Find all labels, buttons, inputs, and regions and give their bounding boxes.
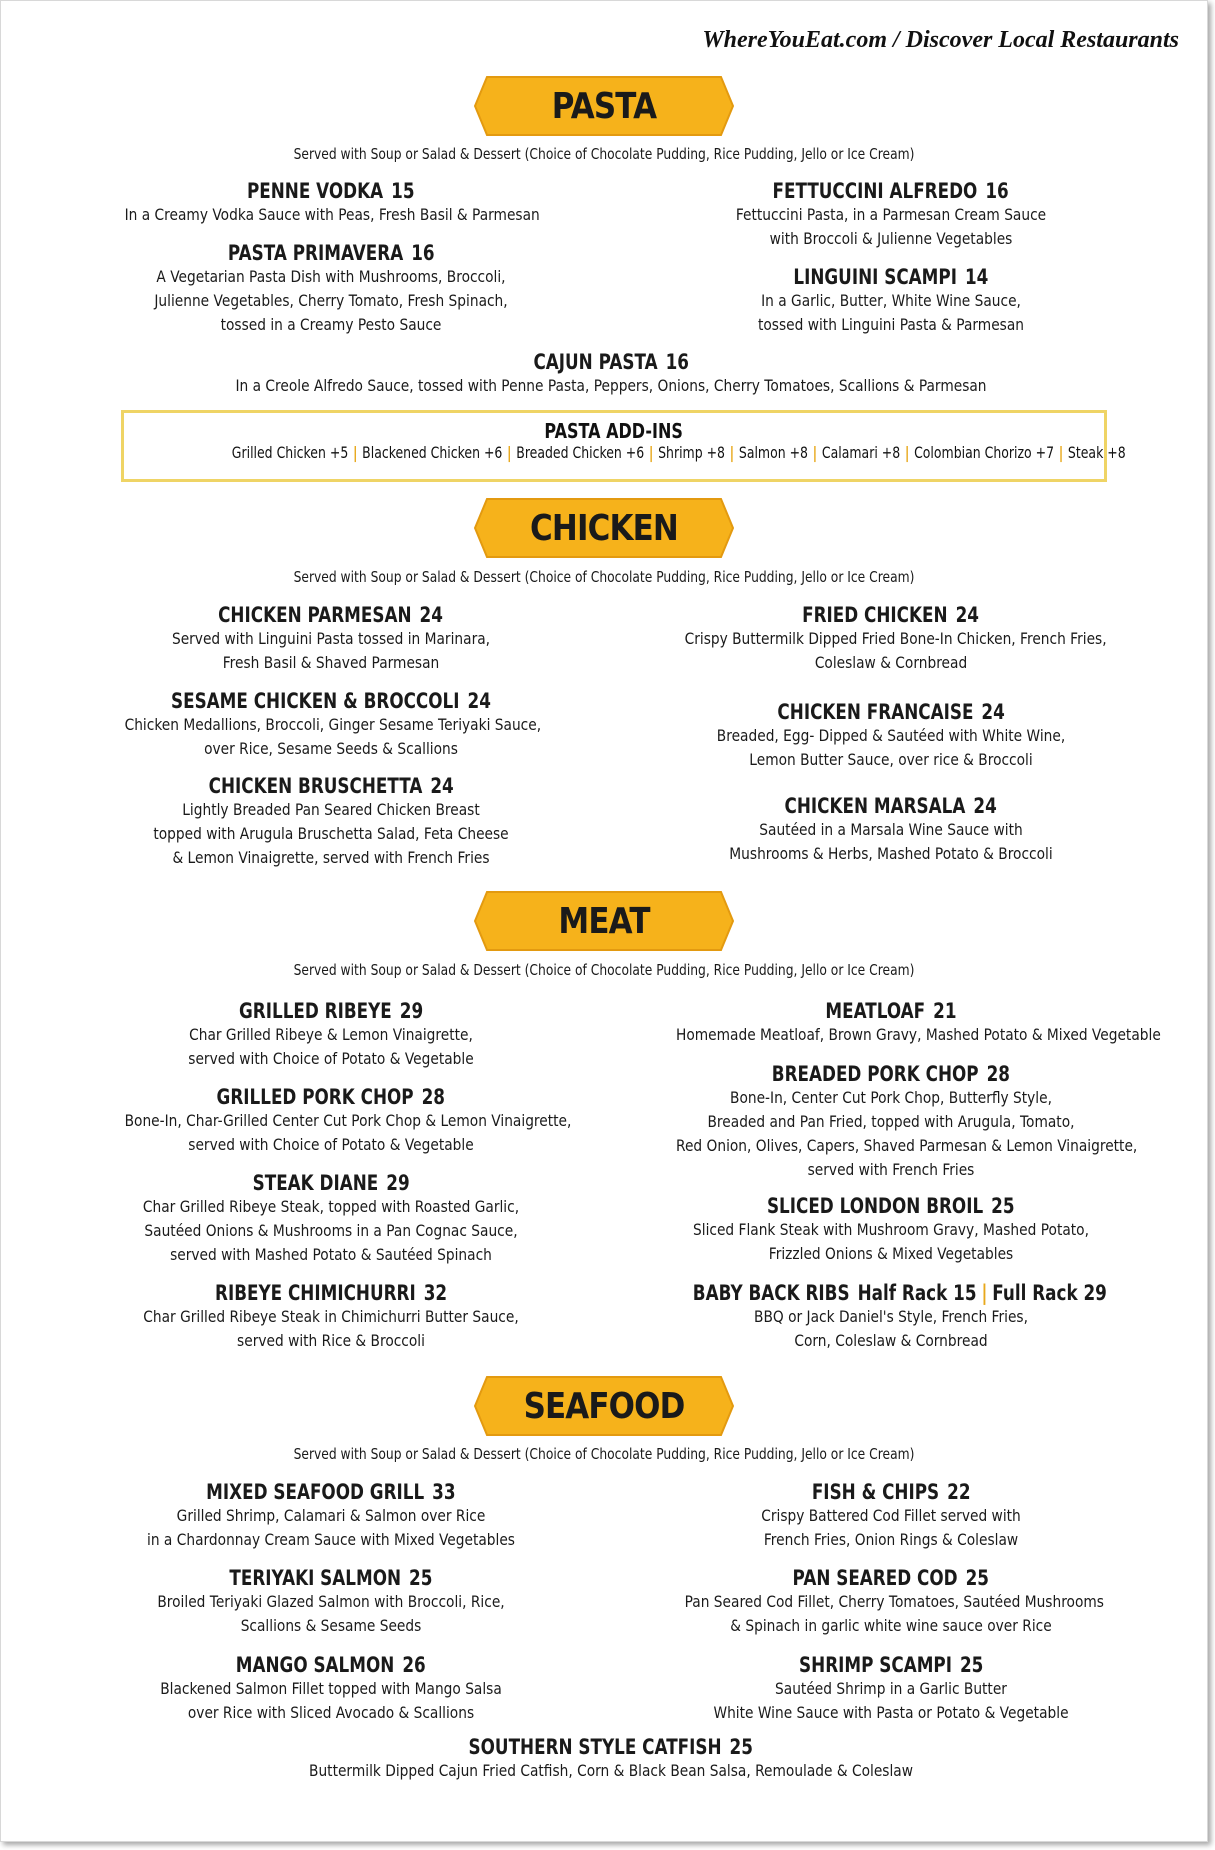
menu-item-shrimp-scampi [651,1653,1131,1725]
item-desc-line: Scallions & Sesame Seeds [240,1616,422,1635]
item-name: CHICKEN PARMESAN [218,603,413,627]
item-name: PENNE VODKA [247,179,384,203]
item-desc-line: Sliced Flank Steak with Mushroom Gravy, Mashed Potato, [693,1220,1089,1239]
item-desc-line: served with French Fries [807,1160,975,1179]
item-price: 24 [973,794,998,818]
item-desc-line: Grilled Shrimp, Calamari & Salmon over Rice [176,1506,486,1525]
item-desc-line: BBQ or Jack Daniel's Style, French Fries, [754,1307,1028,1326]
item-desc-line: over Rice, Sesame Seeds & Scallions [204,739,458,758]
item-desc-line: French Fries, Onion Rings & Coleslaw [763,1530,1019,1549]
menu-item-teriyaki-salmon [91,1566,571,1638]
addin-item: Steak +8 [1067,443,1126,462]
menu-item-chicken-bruschetta [91,774,571,870]
item-desc-line: Homemade Meatloaf, Brown Gravy, Mashed Potato & Mixed Vegetable [676,1025,1161,1044]
menu-item-meatloaf [641,999,1161,1047]
item-desc-line: Broiled Teriyaki Glazed Salmon with Broccoli, Rice, [157,1592,505,1611]
item-desc-line: in a Chardonnay Cream Sauce with Mixed Vegetables [147,1530,515,1549]
item-price: 24 [981,700,1005,724]
item-name: FETTUCCINI ALFREDO [772,179,978,203]
item-desc-line: Fresh Basil & Shaved Parmesan [222,653,440,672]
menu-item-pasta-primavera [91,241,571,337]
item-price: 25 [965,1566,990,1590]
item-desc-line: Breaded and Pan Fried, topped with Arugula, Tomato, [707,1112,1075,1131]
pasta-banner [473,75,735,137]
item-desc-line: Char Grilled Ribeye & Lemon Vinaigrette, [189,1025,473,1044]
seafood-banner [473,1375,735,1437]
item-name: CHICKEN BRUSCHETTA [208,774,423,798]
item-name: SESAME CHICKEN & BROCCOLI [171,689,460,713]
item-price-half-rack: Half Rack 15 [857,1281,977,1305]
addin-separator: | [648,443,654,462]
item-price: 33 [432,1480,456,1504]
item-desc-line: Bone-In, Center Cut Pork Chop, Butterfly Style, [730,1088,1052,1107]
item-price: 22 [946,1480,971,1504]
section-title-chicken: CHICKEN [530,507,678,549]
addin-separator: | [1058,443,1064,462]
menu-item-cajun-pasta [101,350,1121,398]
item-price: 25 [729,1735,754,1759]
menu-item-southern-style-catfish [151,1735,1071,1783]
item-name: STEAK DIANE [252,1171,379,1195]
addin-item: Calamari +8 [821,443,901,462]
served-note-pasta: Served with Soup or Salad & Dessert (Choice of Chocolate Pudding, Rice Pudding, Jello or Ice Cream) [293,145,915,163]
item-desc-line: over Rice with Sliced Avocado & Scallions [187,1703,475,1722]
item-price: 15 [391,179,415,203]
addin-item: Blackened Chicken +6 [362,443,503,462]
item-desc-line: & Spinach in garlic white wine sauce over Rice [730,1616,1052,1635]
item-desc-line: tossed in a Creamy Pesto Sauce [220,315,442,334]
menu-item-mixed-seafood-grill [91,1480,571,1552]
item-price: 29 [399,999,424,1023]
item-desc-line: with Broccoli & Julienne Vegetables [769,229,1013,248]
item-desc-line: Sautéed in a Marsala Wine Sauce with [759,820,1023,839]
meat-banner [473,890,735,952]
site-watermark: WhereYouEat.com / Discover Local Restaurants [702,27,1179,53]
chicken-banner [473,497,735,559]
item-price: 16 [665,350,689,374]
item-price: 25 [959,1653,984,1677]
pasta-addins-box [121,410,1126,482]
item-price: 16 [410,241,435,265]
item-price: 28 [421,1085,446,1109]
item-price: 26 [402,1653,426,1677]
item-desc-line: Red Onion, Olives, Capers, Shaved Parmesan & Lemon Vinaigrette, [676,1136,1138,1155]
section-title-seafood: SEAFOOD [523,1385,685,1427]
item-name: MANGO SALMON [236,1653,395,1677]
item-desc-line: Frizzled Onions & Mixed Vegetables [768,1244,1014,1263]
item-desc-line: Mushrooms & Herbs, Mashed Potato & Broccoli [729,844,1053,863]
addins-title: PASTA ADD-INS [544,419,684,443]
item-price: 24 [467,689,491,713]
item-name: BREADED PORK CHOP [771,1062,979,1086]
item-price: 25 [991,1194,1015,1218]
price-separator: | [981,1281,988,1305]
item-desc-line: In a Garlic, Butter, White Wine Sauce, [761,291,1021,310]
item-price: 21 [933,999,957,1023]
menu-item-chicken-parmesan [91,603,571,675]
item-desc-line: Breaded, Egg- Dipped & Sautéed with White Wine, [716,726,1066,745]
item-name: CHICKEN MARSALA [784,794,966,818]
addin-separator: | [507,443,512,462]
item-price: 25 [409,1566,433,1590]
item-name: SLICED LONDON BROIL [767,1194,984,1218]
menu-item-fettuccini-alfredo [651,179,1131,251]
item-desc-line: Blackened Salmon Fillet topped with Mango Salsa [160,1679,502,1698]
menu-item-sesame-chicken [91,689,571,761]
item-price: 24 [430,774,454,798]
item-desc-line: In a Creole Alfredo Sauce, tossed with Penne Pasta, Peppers, Onions, Cherry Tomatoes, Scallions & Parmesan [235,376,987,395]
item-name: PAN SEARED COD [792,1566,958,1590]
item-name: SHRIMP SCAMPI [798,1653,952,1677]
addin-separator: | [812,443,818,462]
item-price: 32 [423,1281,448,1305]
item-desc-line: Lemon Butter Sauce, over rice & Broccoli [749,750,1033,769]
menu-item-grilled-pork-chop [91,1085,571,1157]
item-desc-line: Crispy Battered Cod Fillet served with [761,1506,1021,1525]
item-name: FRIED CHICKEN [802,603,949,627]
item-name: TERIYAKI SALMON [229,1566,402,1590]
item-desc-line: Fettuccini Pasta, in a Parmesan Cream Sauce [735,205,1047,224]
item-desc-line: Corn, Coleslaw & Cornbread [794,1331,988,1350]
item-name: CHICKEN FRANCAISE [777,700,974,724]
item-desc-line: served with Choice of Potato & Vegetable [188,1049,474,1068]
item-name: CAJUN PASTA [533,350,658,374]
item-price: 28 [986,1062,1011,1086]
item-desc-line: Sautéed Shrimp in a Garlic Butter [775,1679,1007,1698]
item-desc-line: White Wine Sauce with Pasta or Potato & Vegetable [713,1703,1069,1722]
menu-item-grilled-ribeye [91,999,571,1071]
menu-item-linguini-scampi [651,265,1131,337]
item-desc-line: topped with Arugula Bruschetta Salad, Feta Cheese [153,824,509,843]
item-name: MEATLOAF [825,999,926,1023]
menu-item-fish-and-chips [651,1480,1131,1552]
addin-separator: | [729,443,735,462]
addin-item: Salmon +8 [738,443,809,462]
item-price: 24 [420,603,444,627]
addin-item: Shrimp +8 [658,443,725,462]
item-desc-line: Sautéed Onions & Mushrooms in a Pan Cognac Sauce, [144,1221,518,1240]
served-note-meat: Served with Soup or Salad & Dessert (Choice of Chocolate Pudding, Rice Pudding, Jello or Ice Cream) [293,961,915,979]
item-desc-line: A Vegetarian Pasta Dish with Mushrooms, Broccoli, [156,267,506,286]
item-name: RIBEYE CHIMICHURRI [214,1281,416,1305]
item-price-full-rack: Full Rack 29 [992,1281,1107,1305]
item-desc-line: served with Mashed Potato & Sautéed Spinach [170,1245,492,1264]
menu-item-chicken-marsala [651,794,1131,866]
item-desc-line: served with Choice of Potato & Vegetable [188,1135,474,1154]
item-desc-line: Char Grilled Ribeye Steak in Chimichurri Butter Sauce, [143,1307,519,1326]
menu-item-penne-vodka [91,179,571,227]
menu-item-fried-chicken [651,603,1131,675]
menu-item-steak-diane [91,1171,571,1267]
item-desc-line: Lightly Breaded Pan Seared Chicken Breast [182,800,480,819]
addin-item: Grilled Chicken +5 [231,443,349,462]
item-desc-line: Char Grilled Ribeye Steak, topped with Roasted Garlic, [142,1197,520,1216]
menu-item-mango-salmon [91,1653,571,1725]
item-price: 16 [985,179,1010,203]
addin-separator: | [904,443,910,462]
item-desc-line: Served with Linguini Pasta tossed in Marinara, [171,629,491,648]
item-name: GRILLED PORK CHOP [216,1085,414,1109]
addin-separator: | [352,443,358,462]
menu-item-sliced-london-broil [641,1194,1141,1266]
menu-item-chicken-francaise [651,700,1131,772]
item-name: BABY BACK RIBS [692,1281,850,1305]
item-name: FISH & CHIPS [811,1480,939,1504]
item-name: MIXED SEAFOOD GRILL [206,1480,425,1504]
item-price: 24 [956,603,980,627]
served-note-chicken: Served with Soup or Salad & Dessert (Choice of Chocolate Pudding, Rice Pudding, Jello or Ice Cream) [293,568,915,586]
menu-item-pan-seared-cod [651,1566,1131,1638]
item-desc-line: served with Rice & Broccoli [237,1331,425,1350]
section-title-pasta: PASTA [551,85,657,127]
item-desc-line: Bone-In, Char-Grilled Center Cut Pork Chop & Lemon Vinaigrette, [124,1111,572,1130]
item-desc-line: Pan Seared Cod Fillet, Cherry Tomatoes, Sautéed Mushrooms [684,1592,1104,1611]
item-price: 29 [386,1171,410,1195]
menu-item-ribeye-chimichurri [91,1281,571,1353]
addins-list [231,443,1126,462]
item-name: SOUTHERN STYLE CATFISH [468,1735,722,1759]
item-desc-line: tossed with Linguini Pasta & Parmesan [757,315,1025,334]
served-note-seafood: Served with Soup or Salad & Dessert (Choice of Chocolate Pudding, Rice Pudding, Jello or Ice Cream) [293,1445,915,1463]
menu-item-breaded-pork-chop [641,1062,1141,1182]
item-desc-line: In a Creamy Vodka Sauce with Peas, Fresh Basil & Parmesan [124,205,540,224]
section-title-meat: MEAT [558,900,650,942]
addin-item: Colombian Chorizo +7 [914,443,1055,462]
item-desc-line: Buttermilk Dipped Cajun Fried Catfish, Corn & Black Bean Salsa, Remoulade & Coleslaw [309,1761,913,1780]
item-desc-line: Coleslaw & Cornbread [814,653,968,672]
item-name: LINGUINI SCAMPI [793,265,958,289]
item-desc-line: & Lemon Vinaigrette, served with French Fries [172,848,490,867]
item-name: PASTA PRIMAVERA [227,241,403,265]
menu-item-baby-back-ribs [641,1281,1141,1353]
item-price: 14 [965,265,989,289]
item-name: GRILLED RIBEYE [238,999,392,1023]
item-desc-line: Julienne Vegetables, Cherry Tomato, Fresh Spinach, [154,291,508,310]
item-desc-line: Chicken Medallions, Broccoli, Ginger Sesame Teriyaki Sauce, [124,715,542,734]
addin-item: Breaded Chicken +6 [516,443,645,462]
item-desc-line: Crispy Buttermilk Dipped Fried Bone-In Chicken, French Fries, [684,629,1107,648]
